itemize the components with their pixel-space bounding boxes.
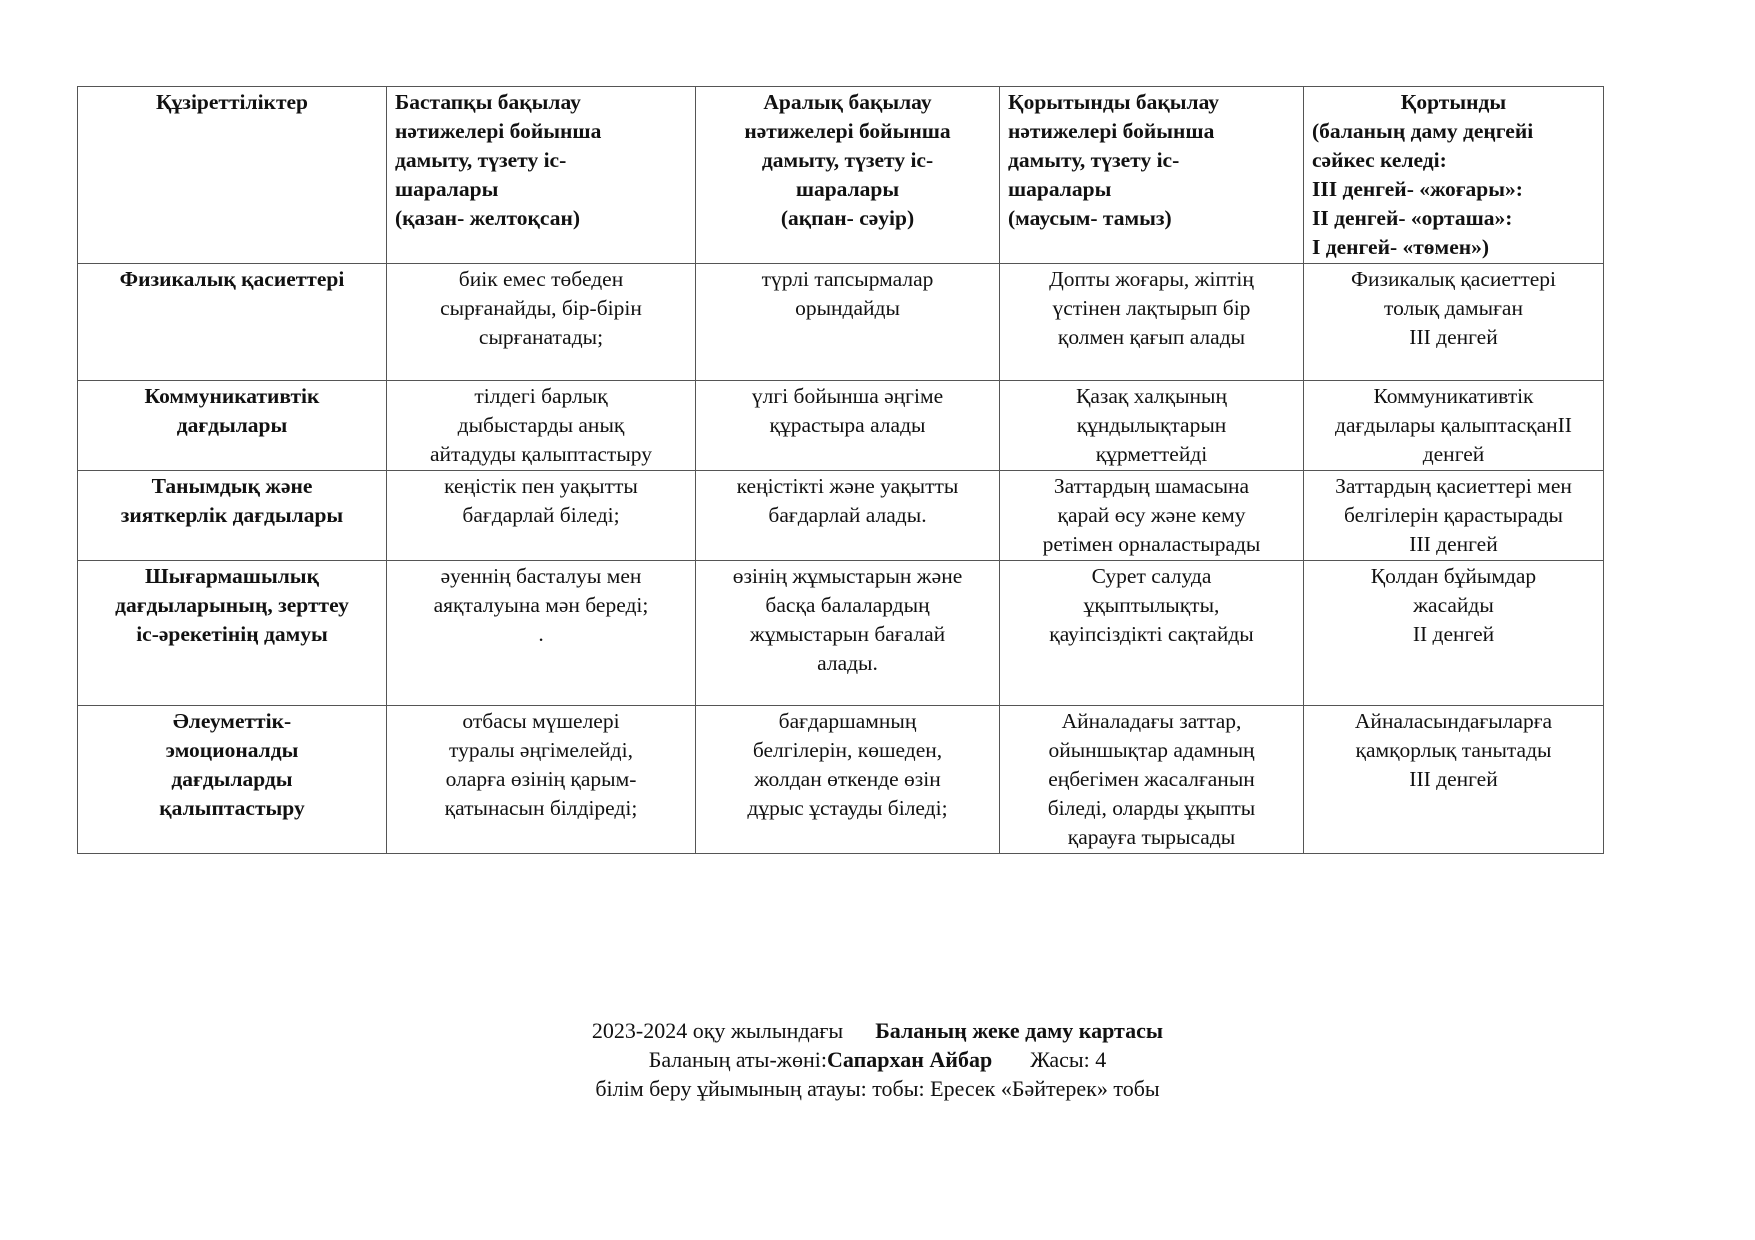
cell-line: еңбегімен жасалғанын bbox=[1048, 767, 1255, 791]
header-line: Қортынды bbox=[1400, 90, 1507, 114]
cell-line: іс-әрекетінің дамуы bbox=[136, 622, 328, 646]
final-cell bbox=[1000, 706, 1304, 854]
footer-line-1 bbox=[0, 1016, 1755, 1045]
competency-cell bbox=[78, 471, 387, 561]
cell-line: Қазақ халқының bbox=[1075, 384, 1227, 408]
cell-line: қарауға тырысады bbox=[1067, 825, 1236, 849]
cell-line: белгілерін қарастырады bbox=[1344, 503, 1563, 527]
header-line: (баланың даму деңгейі bbox=[1312, 119, 1534, 143]
result-cell bbox=[1304, 471, 1604, 561]
competency-cell bbox=[78, 706, 387, 854]
intermediate-cell bbox=[696, 561, 1000, 706]
cell-line: жасайды bbox=[1413, 593, 1494, 617]
table-row bbox=[78, 264, 1604, 381]
cell-line: ойыншықтар адамның bbox=[1048, 738, 1255, 762]
cell-line: Допты жоғары, жіптің bbox=[1049, 267, 1254, 291]
initial-cell bbox=[387, 381, 696, 471]
competency-cell bbox=[78, 264, 387, 381]
table-row bbox=[78, 381, 1604, 471]
cell-line: толық дамыған bbox=[1384, 296, 1523, 320]
cell-line: оларға өзінің қарым- bbox=[445, 767, 637, 791]
footer-name-label: Баланың аты-жөні: bbox=[648, 1047, 827, 1072]
header-line: сәйкес келеді: bbox=[1312, 148, 1447, 172]
cell-line: дағдыларының, зерттеу bbox=[115, 593, 349, 617]
header-line: шаралары bbox=[1008, 177, 1112, 201]
header-competencies bbox=[78, 87, 387, 264]
initial-cell bbox=[387, 561, 696, 706]
intermediate-cell bbox=[696, 381, 1000, 471]
table-row bbox=[78, 471, 1604, 561]
header-line: шаралары bbox=[795, 177, 900, 201]
cell-line: дағдыларды bbox=[171, 767, 293, 791]
cell-line: Коммуникативтік bbox=[1373, 384, 1534, 408]
cell-line: бағдарлай біледі; bbox=[462, 503, 620, 527]
footer-year-text: 2023-2024 оқу жылындағы bbox=[591, 1018, 844, 1043]
cell-line: Заттардың қасиеттері мен bbox=[1335, 474, 1572, 498]
cell-line: ІІІ денгей bbox=[1409, 532, 1498, 556]
cell-line: Айналадағы заттар, bbox=[1061, 709, 1242, 733]
footer-name-value: Сапархан Айбар bbox=[826, 1047, 993, 1072]
cell-line: қолмен қағып алады bbox=[1057, 325, 1246, 349]
development-table bbox=[77, 86, 1604, 854]
cell-line: бағдаршамның bbox=[778, 709, 917, 733]
header-line: Қорытынды бақылау bbox=[1008, 90, 1220, 114]
cell-line: дұрыс ұстауды біледі; bbox=[747, 796, 948, 820]
header-line: дамыту, түзету іс- bbox=[395, 148, 567, 172]
cell-line: өзінің жұмыстарын және bbox=[732, 564, 963, 588]
result-cell bbox=[1304, 381, 1604, 471]
header-line: Бастапқы бақылау bbox=[395, 90, 581, 114]
table-row bbox=[78, 706, 1604, 854]
cell-line: Коммуникативтік bbox=[144, 384, 320, 408]
cell-line: алады. bbox=[817, 651, 878, 675]
cell-line: Заттардың шамасына bbox=[1053, 474, 1250, 498]
cell-line: айтадуды қалыптастыру bbox=[429, 442, 652, 466]
header-line: нәтижелері бойынша bbox=[395, 119, 602, 143]
cell-line: үстінен лақтырып бір bbox=[1052, 296, 1251, 320]
footer-card-title: Баланың жеке даму картасы bbox=[875, 1018, 1164, 1043]
cell-line: биік емес төбеден bbox=[458, 267, 624, 291]
cell-line: сырғанайды, бір-бірін bbox=[440, 296, 642, 320]
cell-line: дағдылары bbox=[176, 413, 288, 437]
footer-line-2 bbox=[0, 1045, 1755, 1074]
final-cell bbox=[1000, 381, 1304, 471]
cell-line: орындайды bbox=[795, 296, 900, 320]
header-line: (маусым- тамыз) bbox=[1008, 206, 1172, 230]
cell-line: Физикалық қасиеттері bbox=[119, 267, 345, 291]
header-line: (қазан- желтоқсан) bbox=[395, 206, 581, 230]
result-cell bbox=[1304, 706, 1604, 854]
header-line: нәтижелері бойынша bbox=[1008, 119, 1215, 143]
cell-line: Танымдық және bbox=[151, 474, 313, 498]
cell-line: туралы әңгімелейді, bbox=[449, 738, 633, 762]
cell-line: құндылықтарын bbox=[1076, 413, 1227, 437]
cell-line: Айналасындағыларға bbox=[1354, 709, 1553, 733]
cell-line: қалыптастыру bbox=[159, 796, 305, 820]
intermediate-cell bbox=[696, 706, 1000, 854]
cell-line: аяқталуына мән береді; bbox=[433, 593, 649, 617]
cell-line: түрлі тапсырмалар bbox=[761, 267, 934, 291]
intermediate-cell bbox=[696, 471, 1000, 561]
header-initial bbox=[387, 87, 696, 264]
table-row bbox=[78, 561, 1604, 706]
cell-line: Қолдан бұйымдар bbox=[1370, 564, 1537, 588]
cell-line: белгілерін, көшеден, bbox=[752, 738, 943, 762]
cell-line: ІІІ денгей bbox=[1409, 767, 1498, 791]
cell-line: ІІ денгей bbox=[1412, 622, 1495, 646]
cell-line: басқа балалардың bbox=[765, 593, 930, 617]
header-line: І денгей- «төмен») bbox=[1312, 235, 1490, 259]
cell-line: дағдылары қалыптасқанІІ bbox=[1335, 413, 1572, 437]
cell-line: әуеннің басталуы мен bbox=[440, 564, 642, 588]
cell-line: бағдарлай алады. bbox=[768, 503, 927, 527]
cell-line: біледі, оларды ұқыпты bbox=[1047, 796, 1256, 820]
cell-line: жұмыстарын бағалай bbox=[749, 622, 946, 646]
header-line: (ақпан- сәуір) bbox=[780, 206, 915, 230]
cell-line: денгей bbox=[1422, 442, 1485, 466]
cell-line: кеңістікті және уақытты bbox=[736, 474, 959, 498]
header-final bbox=[1000, 87, 1304, 264]
competency-cell bbox=[78, 381, 387, 471]
cell-line: жолдан өткенде өзін bbox=[754, 767, 941, 791]
cell-line: кеңістік пен уақытты bbox=[444, 474, 638, 498]
cell-line: қауіпсіздікті сақтайды bbox=[1049, 622, 1254, 646]
cell-line: қамқорлық танытады bbox=[1355, 738, 1552, 762]
footer-line-3 bbox=[0, 1074, 1755, 1103]
header-line: Аралық бақылау bbox=[763, 90, 932, 114]
cell-line: зияткерлік дағдылары bbox=[120, 503, 344, 527]
header-line: шаралары bbox=[395, 177, 499, 201]
cell-line: құрастыра алады bbox=[769, 413, 926, 437]
cell-line: үлгі бойынша әңгіме bbox=[751, 384, 944, 408]
cell-line: қатынасын білдіреді; bbox=[444, 796, 638, 820]
competency-cell bbox=[78, 561, 387, 706]
initial-cell bbox=[387, 264, 696, 381]
cell-line: тілдегі барлық bbox=[474, 384, 608, 408]
cell-line: Әлеуметтік- bbox=[172, 709, 292, 733]
result-cell bbox=[1304, 561, 1604, 706]
cell-line: Шығармашылық bbox=[145, 564, 319, 588]
cell-line: қарай өсу және кему bbox=[1057, 503, 1246, 527]
cell-line: ұқыптылықты, bbox=[1083, 593, 1220, 617]
header-result bbox=[1304, 87, 1604, 264]
table-body bbox=[78, 264, 1604, 854]
footer-org-line: білім беру ұйымының атауы: тобы: Ересек «Бәйтерек» тобы bbox=[595, 1076, 1160, 1101]
cell-line: ретімен орналастырады bbox=[1042, 532, 1261, 556]
cell-line: ІІІ денгей bbox=[1409, 325, 1498, 349]
cell-line: отбасы мүшелері bbox=[462, 709, 620, 733]
initial-cell bbox=[387, 706, 696, 854]
cell-line: эмоционалды bbox=[165, 738, 299, 762]
cell-line: дыбыстарды анық bbox=[457, 413, 625, 437]
header-line: дамыту, түзету іс- bbox=[1008, 148, 1180, 172]
final-cell bbox=[1000, 561, 1304, 706]
cell-line: құрметтейді bbox=[1095, 442, 1208, 466]
cell-line: . bbox=[538, 622, 544, 646]
table-header-row bbox=[78, 87, 1604, 264]
header-line: ІІ денгей- «орташа»: bbox=[1312, 206, 1513, 230]
final-cell bbox=[1000, 471, 1304, 561]
initial-cell bbox=[387, 471, 696, 561]
header-line: дамыту, түзету іс- bbox=[761, 148, 934, 172]
cell-line: Физикалық қасиеттері bbox=[1351, 267, 1556, 291]
final-cell bbox=[1000, 264, 1304, 381]
cell-line: сырғанатады; bbox=[478, 325, 604, 349]
header-line: Құзіреттіліктер bbox=[155, 90, 309, 114]
intermediate-cell bbox=[696, 264, 1000, 381]
footer-age-text: Жасы: 4 bbox=[1030, 1047, 1107, 1072]
header-line: нәтижелері бойынша bbox=[744, 119, 951, 143]
header-intermediate bbox=[696, 87, 1000, 264]
result-cell bbox=[1304, 264, 1604, 381]
header-line: ІІІ денгей- «жоғары»: bbox=[1312, 177, 1523, 201]
cell-line: Сурет салуда bbox=[1091, 564, 1212, 588]
